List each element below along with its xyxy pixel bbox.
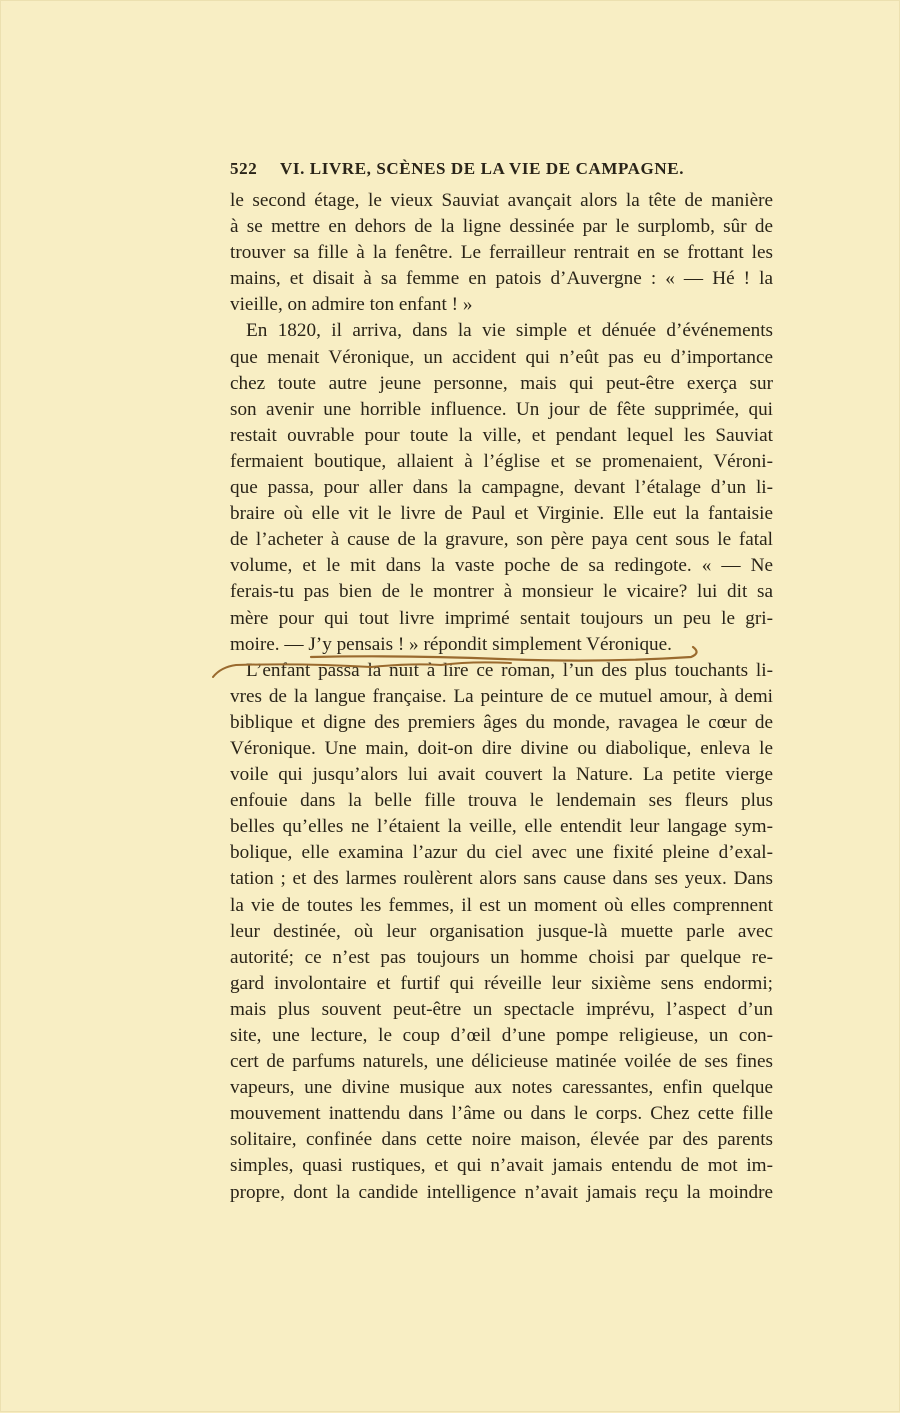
text-line: restait ouvrable pour toute la ville, et pendant lequel les Sauviat [230,424,773,446]
text-line: ferais-tu pas bien de le montrer à monsieur le vicaire? lui dit sa [230,581,773,603]
text-line: voile qui jusqu’alors lui avait couvert la Nature. La petite vierge [230,764,773,786]
running-header [230,159,773,183]
text-line: belles qu’elles ne l’étaient la veille, elle entendit leur langage sym- [230,816,773,838]
text-line: simples, quasi rustiques, et qui n’avait jamais entendu de mot im- [230,1155,773,1177]
text-line: son avenir une horrible influence. Un jour de fête supprimée, qui [230,398,773,420]
text-line: Véronique. Une main, doit-on dire divine ou diabolique, enleva le [230,737,773,759]
text-line: trouver sa fille à la fenêtre. Le ferrailleur rentrait en se frottant les [230,242,773,264]
text-line: braire où elle vit le livre de Paul et Virginie. Elle eut la fantaisie [230,503,773,525]
text-line: cert de parfums naturels, une délicieuse matinée voilée de ses fines [230,1051,773,1073]
text-line: leur destinée, où leur organisation jusque-là muette parle avec [230,920,773,942]
text-line: volume, et le mit dans la vaste poche de sa redingote. « — Ne [230,555,773,577]
text-line: site, une lecture, le coup d’œil d’une pompe religieuse, un con- [230,1025,773,1046]
text-line: de l’acheter à cause de la gravure, son père paya cent sous le fatal [230,529,773,551]
text-line: bolique, elle examina l’azur du ciel avec une fixité pleine d’exal- [230,842,773,864]
text-line: chez toute autre jeune personne, mais qui peut-être exerça sur [230,372,773,394]
running-title: VI. LIVRE, SCÈNES DE LA VIE DE CAMPAGNE. [280,159,685,178]
text-line: solitaire, confinée dans cette noire maison, élevée par des parents [230,1129,773,1151]
text-line: vapeurs, une divine musique aux notes caressantes, enfin quelque [230,1077,773,1099]
text-line: tation ; et des larmes roulèrent alors sans cause dans ses yeux. Dans [230,868,773,890]
text-line: fermaient boutique, allaient à l’église et se promenaient, Véroni- [230,450,773,472]
text-line: mère pour qui tout livre imprimé sentait toujours un peu le gri- [230,607,773,629]
text-line: enfouie dans la belle fille trouva le lendemain ses fleurs plus [230,790,773,812]
text-line: mains, et disait à sa femme en patois d’Auvergne : « — Hé ! la [230,268,773,290]
text-line: la vie de toutes les femmes, il est un moment où elles comprennent [230,894,773,916]
text-line: à se mettre en dehors de la ligne dessinée par le surplomb, sûr de [230,216,773,238]
text-line: moire. — J’y pensais ! » répondit simplement Véronique. [230,633,672,655]
text-line: vres de la langue française. La peinture de ce mutuel amour, à demi [230,685,773,707]
page-number: 522 [230,159,258,178]
text-line: que passa, pour aller dans la campagne, devant l’étalage d’un li- [230,477,773,499]
text-line: le second étage, le vieux Sauviat avançait alors la tête de manière [230,190,773,211]
text-line: gard involontaire et furtif qui réveille leur sixième sens endormi; [230,972,773,994]
text-line: que menait Véronique, un accident qui n’eût pas eu d’importance [230,346,773,368]
text-line: mais plus souvent peut-être un spectacle imprévu, l’aspect d’un [230,998,773,1020]
text-line: autorité; ce n’est pas toujours un homme choisi par quelque re- [230,946,773,968]
text-line: biblique et digne des premiers âges du monde, ravagea le cœur de [230,711,773,733]
text-line: En 1820, il arriva, dans la vie simple et dénuée d’événements [246,320,773,342]
text-line: mouvement inattendu dans l’âme ou dans le corps. Chez cette fille [230,1103,773,1125]
page-body-text [230,188,773,1206]
text-line: vieille, on admire ton enfant ! » [230,294,473,316]
text-line: L’enfant passa la nuit à lire ce roman, l’un des plus touchants li- [246,659,773,681]
text-line: propre, dont la candide intelligence n’avait jamais reçu la moindre [230,1181,773,1203]
